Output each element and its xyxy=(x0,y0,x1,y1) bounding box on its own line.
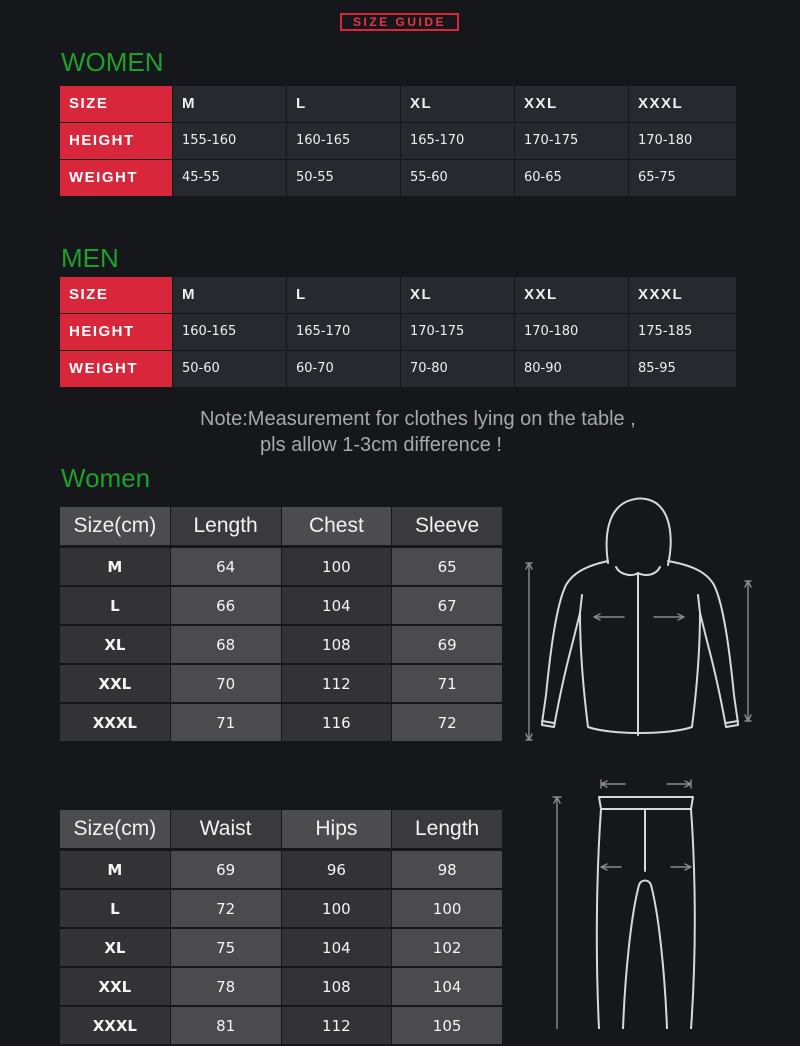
size-cell: XXL xyxy=(515,86,628,122)
length-cell: 70 xyxy=(171,665,281,702)
height-cell: 170-175 xyxy=(515,123,628,159)
size-cell: XXXL xyxy=(60,1007,170,1044)
size-cell: XL xyxy=(60,929,170,966)
height-cell: 170-175 xyxy=(401,314,514,350)
size-cell: M xyxy=(60,851,170,888)
length-cell: 66 xyxy=(171,587,281,624)
length-cell: 100 xyxy=(392,890,502,927)
weight-cell: 45-55 xyxy=(173,160,286,196)
size-cell: XL xyxy=(60,626,170,663)
sleeve-cell: 71 xyxy=(392,665,502,702)
table-row xyxy=(60,277,740,313)
table-row xyxy=(60,968,502,1005)
table-row xyxy=(60,587,502,624)
men-size-table xyxy=(60,277,740,388)
table-row xyxy=(60,1007,502,1044)
size-cell: M xyxy=(173,86,286,122)
row-label: HEIGHT xyxy=(60,314,172,350)
size-cell: XXL xyxy=(60,968,170,1005)
table-row xyxy=(60,626,502,663)
size-cell: XXL xyxy=(515,277,628,313)
table-row xyxy=(60,86,740,122)
size-cell: L xyxy=(60,890,170,927)
height-cell: 170-180 xyxy=(515,314,628,350)
men-section-title: MEN xyxy=(61,243,119,273)
hips-cell: 112 xyxy=(282,1007,392,1044)
length-cell: 71 xyxy=(171,704,281,741)
chest-cell: 108 xyxy=(282,626,392,663)
row-label: WEIGHT xyxy=(60,351,172,387)
column-header: Chest xyxy=(282,507,392,545)
table-row xyxy=(60,160,740,196)
column-header: Size(cm) xyxy=(60,810,170,848)
table-row xyxy=(60,123,740,159)
hips-cell: 100 xyxy=(282,890,392,927)
column-header: Length xyxy=(171,507,281,545)
chest-cell: 116 xyxy=(282,704,392,741)
height-cell: 155-160 xyxy=(173,123,286,159)
length-cell: 104 xyxy=(392,968,502,1005)
sleeve-cell: 67 xyxy=(392,587,502,624)
waist-cell: 72 xyxy=(171,890,281,927)
weight-cell: 55-60 xyxy=(401,160,514,196)
pants-measurement-table xyxy=(60,810,502,1046)
height-cell: 165-170 xyxy=(287,314,400,350)
table-row xyxy=(60,548,502,585)
size-cell: XXXL xyxy=(629,86,736,122)
length-cell: 68 xyxy=(171,626,281,663)
waist-cell: 69 xyxy=(171,851,281,888)
size-cell: XXXL xyxy=(629,277,736,313)
column-header: Length xyxy=(392,810,502,848)
waist-cell: 81 xyxy=(171,1007,281,1044)
size-cell: M xyxy=(60,548,170,585)
pants-icon xyxy=(545,775,705,1029)
table-row xyxy=(60,351,740,387)
size-cell: XXL xyxy=(60,665,170,702)
chest-cell: 104 xyxy=(282,587,392,624)
column-header: Size(cm) xyxy=(60,507,170,545)
waist-cell: 78 xyxy=(171,968,281,1005)
hooded-jacket-icon xyxy=(520,495,760,747)
height-cell: 175-185 xyxy=(629,314,736,350)
column-header: Sleeve xyxy=(392,507,502,545)
length-cell: 64 xyxy=(171,548,281,585)
table-row xyxy=(60,929,502,966)
column-header: Waist xyxy=(171,810,281,848)
table-header-row xyxy=(60,507,502,545)
jacket-section-title: Women xyxy=(61,463,151,493)
length-cell: 102 xyxy=(392,929,502,966)
length-cell: 98 xyxy=(392,851,502,888)
column-header: Hips xyxy=(282,810,392,848)
length-cell: 105 xyxy=(392,1007,502,1044)
table-row xyxy=(60,704,502,741)
size-cell: L xyxy=(287,86,400,122)
measurement-note xyxy=(200,406,636,458)
table-row xyxy=(60,890,502,927)
weight-cell: 80-90 xyxy=(515,351,628,387)
weight-cell: 85-95 xyxy=(629,351,736,387)
note-line-1: Note:Measurement for clothes lying on the table , xyxy=(200,408,636,430)
sleeve-cell: 69 xyxy=(392,626,502,663)
hips-cell: 104 xyxy=(282,929,392,966)
height-cell: 170-180 xyxy=(629,123,736,159)
hips-cell: 96 xyxy=(282,851,392,888)
hips-cell: 108 xyxy=(282,968,392,1005)
height-cell: 160-165 xyxy=(287,123,400,159)
size-cell: XL xyxy=(401,86,514,122)
chest-cell: 100 xyxy=(282,548,392,585)
chest-cell: 112 xyxy=(282,665,392,702)
weight-cell: 50-60 xyxy=(173,351,286,387)
table-header-row xyxy=(60,810,502,848)
table-row xyxy=(60,314,740,350)
women-size-table xyxy=(60,86,740,197)
jacket-measurement-table xyxy=(60,507,502,743)
row-label: SIZE xyxy=(60,86,172,122)
note-line-2: pls allow 1-3cm difference ! xyxy=(260,434,502,456)
row-label: HEIGHT xyxy=(60,123,172,159)
weight-cell: 60-70 xyxy=(287,351,400,387)
table-row xyxy=(60,665,502,702)
row-label: SIZE xyxy=(60,277,172,313)
weight-cell: 65-75 xyxy=(629,160,736,196)
height-cell: 160-165 xyxy=(173,314,286,350)
size-cell: L xyxy=(60,587,170,624)
sleeve-cell: 72 xyxy=(392,704,502,741)
size-cell: XL xyxy=(401,277,514,313)
table-row xyxy=(60,851,502,888)
size-cell: L xyxy=(287,277,400,313)
weight-cell: 50-55 xyxy=(287,160,400,196)
height-cell: 165-170 xyxy=(401,123,514,159)
size-cell: M xyxy=(173,277,286,313)
weight-cell: 60-65 xyxy=(515,160,628,196)
row-label: WEIGHT xyxy=(60,160,172,196)
size-guide-badge: SIZE GUIDE xyxy=(340,13,459,31)
waist-cell: 75 xyxy=(171,929,281,966)
weight-cell: 70-80 xyxy=(401,351,514,387)
sleeve-cell: 65 xyxy=(392,548,502,585)
size-cell: XXXL xyxy=(60,704,170,741)
women-section-title: WOMEN xyxy=(61,47,164,77)
